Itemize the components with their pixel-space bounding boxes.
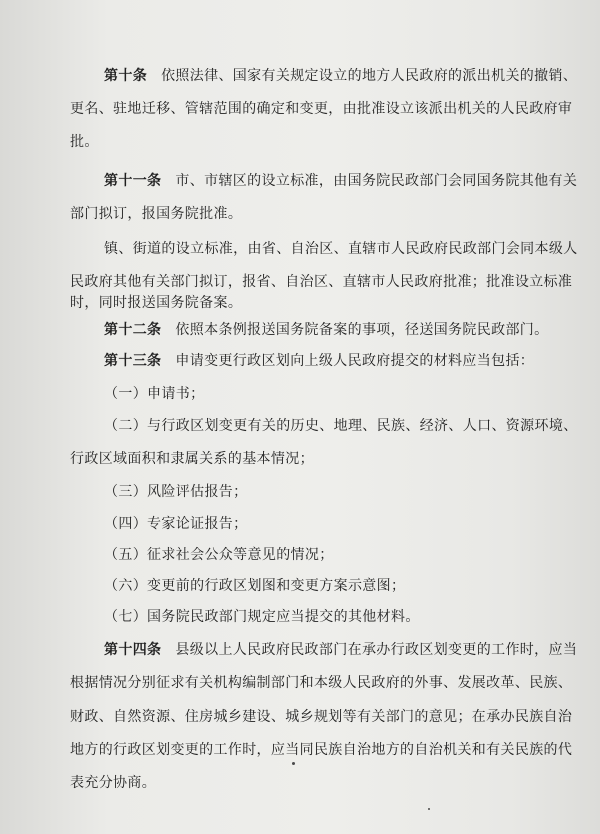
article-13-number: 第十三条 xyxy=(104,353,162,369)
article-14-line-3: 财政、自然资源、住房城乡建设、城乡规划等有关部门的意见；在承办民族自治 xyxy=(70,709,573,725)
article-14-line-1 xyxy=(104,641,577,659)
scan-speck xyxy=(292,762,295,765)
article-13-item-7: （七）国务院民政部门规定应当提交的其他材料。 xyxy=(104,609,420,625)
article-12-number: 第十二条 xyxy=(104,322,162,338)
article-14-line-5: 表充分协商。 xyxy=(70,775,157,791)
article-11-para2-line-2: 民政府其他有关部门拟订，报省、自治区、直辖市人民政府批准；批准设立标准 xyxy=(70,274,573,290)
article-14-text-1: 县级以上人民政府民政部门在承办行政区划变更的工作时，应当 xyxy=(175,642,578,658)
article-12-text-1: 依照本条例报送国务院备案的事项，径送国务院民政部门。 xyxy=(175,322,549,338)
article-13-item-2: （二）与行政区划变更有关的历史、地理、民族、经济、人口、资源环境、 xyxy=(104,418,578,434)
article-13-item-2-cont: 行政区域面积和隶属关系的基本情况； xyxy=(70,451,314,467)
article-11-text-1: 市、市辖区的设立标准，由国务院民政部门会同国务院其他有关 xyxy=(175,173,578,189)
article-14-number: 第十四条 xyxy=(104,642,162,658)
article-13-item-1: （一）申请书； xyxy=(104,386,205,402)
article-11-line-2: 部门拟订，报国务院批准。 xyxy=(70,206,243,222)
article-14-line-2: 根据情况分别征求有关机构编制部门和本级人民政府的外事、发展改革、民族、 xyxy=(70,675,573,691)
article-10-line-3: 批。 xyxy=(70,134,99,150)
article-12-line-1 xyxy=(104,321,549,339)
article-11-para2-line-1: 镇、街道的设立标准，由省、自治区、直辖市人民政府民政部门会同本级人 xyxy=(104,241,578,257)
article-11-number: 第十一条 xyxy=(104,173,162,189)
article-10-line-1 xyxy=(104,67,577,85)
article-13-item-5: （五）征求社会公众等意见的情况； xyxy=(104,547,334,563)
scan-speck xyxy=(428,808,430,810)
article-10-number: 第十条 xyxy=(104,68,148,84)
article-10-line-2: 更名、驻地迁移、管辖范围的确定和变更，由批准设立该派出机关的人民政府审 xyxy=(70,101,573,117)
article-11-line-1 xyxy=(104,172,577,190)
article-13-line-1 xyxy=(104,352,534,370)
article-13-item-4: （四）专家论证报告； xyxy=(104,516,248,532)
article-10-text-1: 依照法律、国家有关规定设立的地方人民政府的派出机关的撤销、 xyxy=(161,68,578,84)
article-14-line-4: 地方的行政区划变更的工作时，应当同民族自治地方的自治机关和有关民族的代 xyxy=(70,742,573,758)
article-11-para2-line-3: 时，同时报送国务院备案。 xyxy=(70,295,243,311)
article-13-item-6: （六）变更前的行政区划图和变更方案示意图； xyxy=(104,578,406,594)
article-13-item-3: （三）风险评估报告； xyxy=(104,484,248,500)
article-13-text-1: 申请变更行政区划向上级人民政府提交的材料应当包括： xyxy=(175,353,535,369)
